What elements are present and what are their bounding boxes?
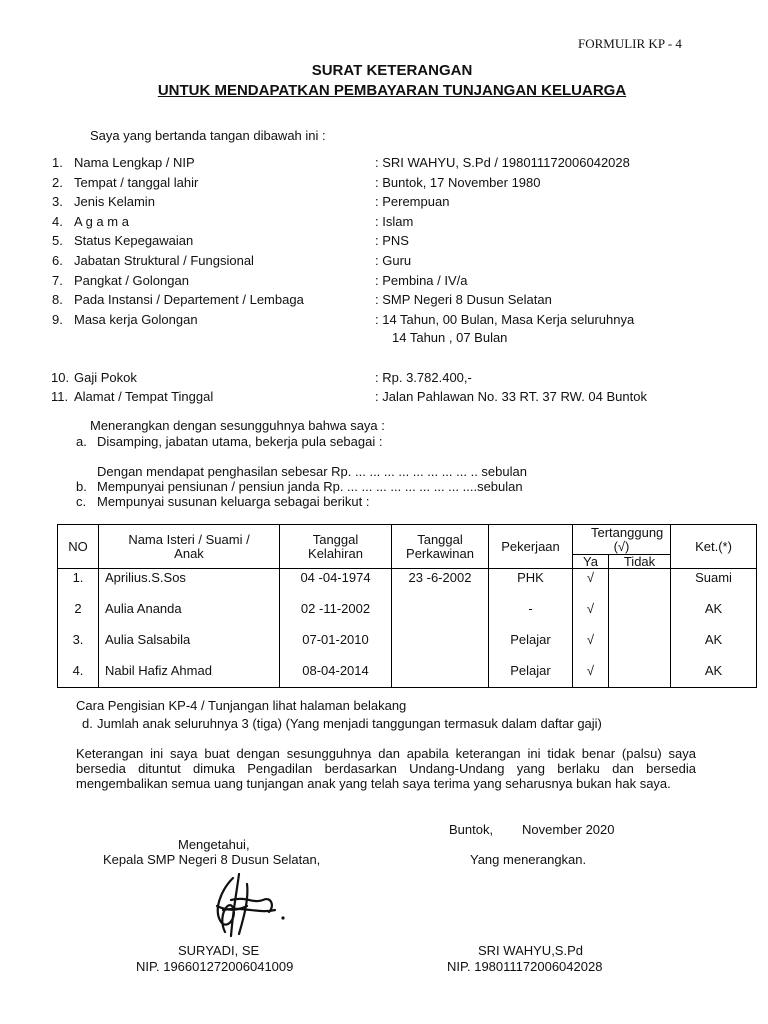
field-label: Pada Instansi / Departement / Lembaga [74, 292, 304, 308]
cell-nama: Aprilius.S.Sos [99, 569, 280, 601]
field-value: : Perempuan [375, 194, 450, 210]
item-c: Mempunyai susunan keluarga sebagai berikut : [97, 494, 370, 509]
field-value: : SMP Negeri 8 Dusun Selatan [375, 292, 552, 308]
declare-text: Menerangkan dengan sesungguhnya bahwa saya : [90, 418, 385, 433]
header-lahir: Tanggal Kelahiran [280, 525, 392, 569]
cell-no: 1. [58, 569, 99, 601]
intro-text: Saya yang bertanda tangan dibawah ini : [90, 128, 326, 143]
field-value: : Guru [375, 253, 412, 268]
table-row [58, 569, 757, 601]
cell-ya: √ [573, 569, 609, 601]
cell-lahir: 04 -04-1974 [280, 569, 392, 601]
form-code: FORMULIR KP - 4 [578, 36, 682, 51]
cell-kawin [392, 600, 489, 631]
place-text: Buntok, [449, 822, 494, 837]
cell-ket: AK [671, 631, 757, 662]
closing-paragraph: Keterangan ini saya buat dengan sesungguhnya dan apabila keterangan ini tidak benar (palsu) saya bersedia dituntut dimuka Pengadilan berdasarkan Undang-Undang yang berlaku dan bersedia mengembalikan semua uang tunjangan anak yang telah saya terima yang seharusnya bukan hak saya. [76, 746, 696, 791]
cell-kerja: Pelajar [489, 662, 573, 688]
income-line: Dengan mendapat penghasilan sebesar Rp. ... ... ... ... ... ... ... ... .. sebulan [97, 464, 527, 479]
field-label: Alamat / Tempat Tinggal [74, 389, 214, 404]
date-text: November 2020 [522, 822, 615, 837]
left-sign-nip: NIP. 196601272006041009 [136, 959, 294, 974]
cell-kawin: 23 -6-2002 [392, 569, 489, 601]
cell-ket: AK [671, 662, 757, 688]
cell-kawin [392, 662, 489, 688]
field-number: 8. [52, 292, 63, 308]
field-value: : SRI WAHYU, S.Pd / 198011172006042028 [375, 155, 630, 170]
table-row [58, 600, 757, 631]
header-nama: Nama Isteri / Suami / Anak [99, 525, 280, 569]
cell-ya: √ [573, 600, 609, 631]
field-value: : Islam [375, 213, 414, 229]
header-tanggung: Tertanggung (√) [573, 525, 671, 555]
signature-icon [203, 870, 293, 940]
cell-nama: Nabil Hafiz Ahmad [99, 662, 280, 688]
field-label: Jabatan Struktural / Fungsional [74, 253, 254, 268]
cell-kerja: Pelajar [489, 631, 573, 662]
field-number: 1. [52, 155, 63, 170]
cell-tidak [609, 631, 671, 662]
field-label: Nama Lengkap / NIP [74, 155, 195, 170]
family-table [57, 524, 757, 688]
cell-tidak [609, 569, 671, 601]
header-ket: Ket.(*) [671, 525, 757, 569]
field-label: A g a m a [74, 213, 129, 229]
item-d: Jumlah anak seluruhnya 3 (tiga) (Yang menjadi tanggungan termasuk dalam daftar gaji) [97, 716, 602, 731]
field-number: 10. [51, 370, 70, 385]
cell-lahir: 07-01-2010 [280, 631, 392, 662]
cell-kerja: PHK [489, 569, 573, 601]
field-value: : Pembina / IV/a [375, 272, 468, 288]
field-number: 6. [52, 253, 63, 268]
cell-tidak [609, 662, 671, 688]
field-number: 9. [52, 311, 63, 327]
field-number: 4. [52, 213, 63, 229]
field-number: 7. [52, 272, 63, 288]
field-value: : Jalan Pahlawan No. 33 RT. 37 RW. 04 Buntok [375, 389, 647, 404]
page-subtitle [0, 82, 768, 99]
field-9-continuation: 14 Tahun , 07 Bulan [392, 330, 508, 345]
cell-no: 2 [58, 600, 99, 631]
cell-no: 4. [58, 662, 99, 688]
cell-ket: AK [671, 600, 757, 631]
header-kawin: Tanggal Perkawinan [392, 525, 489, 569]
field-number: 11. [51, 389, 69, 404]
cell-kawin [392, 631, 489, 662]
page-title: SURAT KETERANGAN [311, 62, 473, 79]
cell-lahir: 02 -11-2002 [280, 600, 392, 631]
cell-no: 3. [58, 631, 99, 662]
left-sign-line2: Kepala SMP Negeri 8 Dusun Selatan, [103, 852, 321, 867]
field-number: 2. [52, 174, 63, 190]
item-d-letter: d. [82, 716, 93, 731]
field-value: : 14 Tahun, 00 Bulan, Masa Kerja seluruhnya [375, 311, 635, 327]
field-label: Masa kerja Golongan [74, 311, 198, 327]
item-b-letter: b. [76, 479, 87, 494]
field-number: 5. [52, 233, 63, 249]
subtitle-text: UNTUK MENDAPATKAN PEMBAYARAN TUNJANGAN KELUARGA [157, 82, 627, 99]
item-c-letter: c. [76, 494, 87, 509]
item-a-letter: a. [76, 434, 87, 449]
right-sign-name: SRI WAHYU,S.Pd [478, 943, 583, 958]
cell-ya: √ [573, 662, 609, 688]
cell-lahir: 08-04-2014 [280, 662, 392, 688]
item-b: Mempunyai pensiunan / pensiun janda Rp. ... ... ... ... ... ... ... ... ....sebulan [97, 479, 523, 494]
table-row [58, 631, 757, 662]
field-label: Status Kepegawaian [74, 233, 194, 249]
header-no: NO [58, 525, 99, 569]
field-value: : Rp. 3.782.400,- [375, 370, 472, 385]
left-sign-name: SURYADI, SE [178, 943, 260, 958]
header-ya: Ya [573, 555, 609, 569]
header-tidak: Tidak [609, 555, 671, 569]
table-row [58, 662, 757, 688]
cell-tidak [609, 600, 671, 631]
right-sign-line1: Yang menerangkan. [470, 852, 587, 867]
field-value: : PNS [375, 233, 409, 249]
field-label: Jenis Kelamin [74, 194, 155, 210]
header-kerja: Pekerjaan [489, 525, 573, 569]
cell-nama: Aulia Ananda [99, 600, 280, 631]
cara-text: Cara Pengisian KP-4 / Tunjangan lihat halaman belakang [76, 698, 407, 713]
item-a: Disamping, jabatan utama, bekerja pula sebagai : [97, 434, 383, 449]
cell-ket: Suami [671, 569, 757, 601]
right-sign-nip: NIP. 198011172006042028 [447, 959, 603, 974]
left-sign-line1: Mengetahui, [178, 837, 250, 852]
cell-ya: √ [573, 631, 609, 662]
field-label: Tempat / tanggal lahir [74, 174, 199, 190]
field-label: Gaji Pokok [74, 370, 137, 385]
cell-kerja: - [489, 600, 573, 631]
field-value: : Buntok, 17 November 1980 [375, 174, 541, 190]
field-number: 3. [52, 194, 63, 210]
cell-nama: Aulia Salsabila [99, 631, 280, 662]
field-label: Pangkat / Golongan [74, 272, 189, 288]
